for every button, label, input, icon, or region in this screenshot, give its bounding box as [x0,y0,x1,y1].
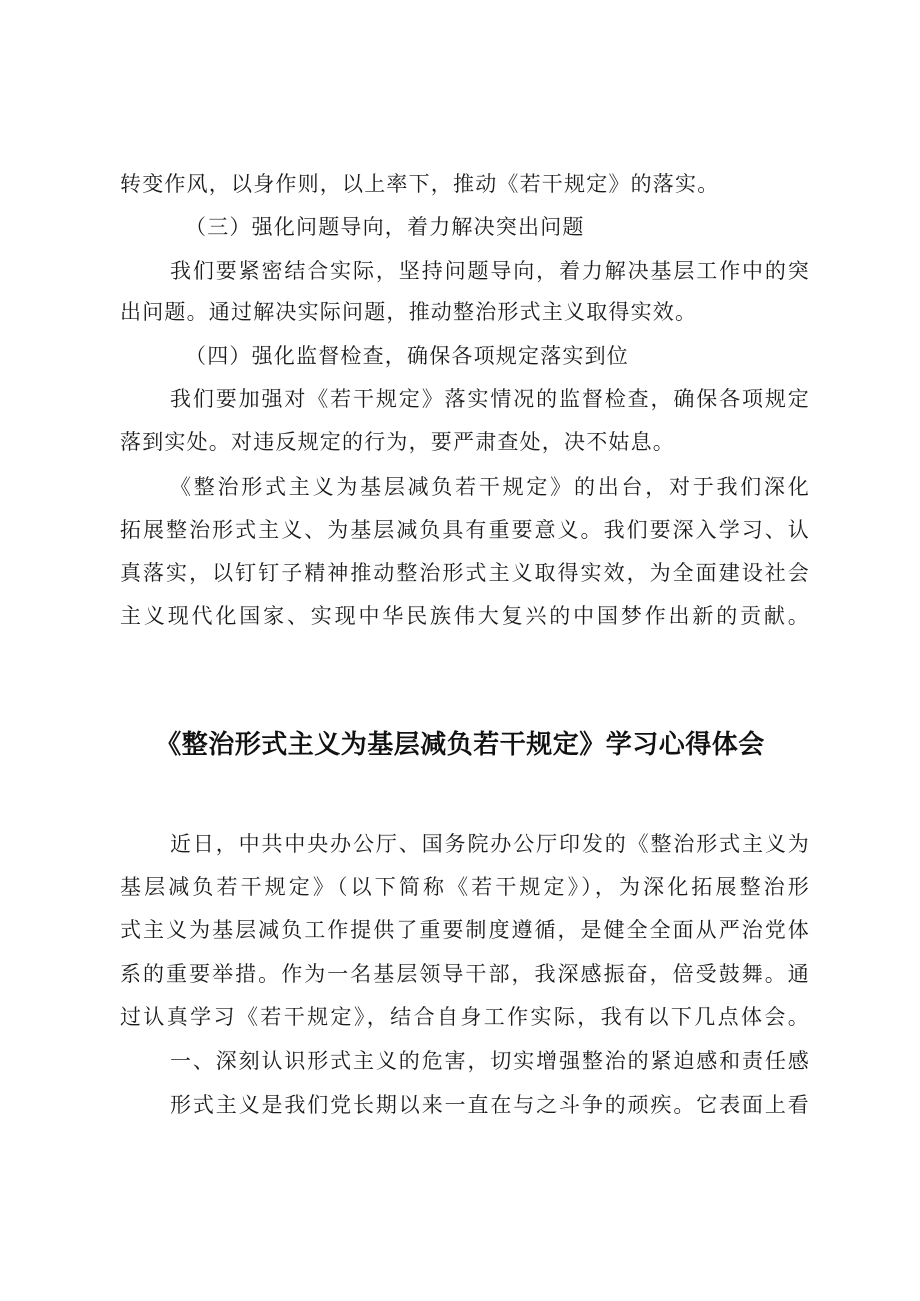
paragraph-line: 形式主义是我们党长期以来一直在与之斗争的顽疾。它表面上看 [170,1093,810,1117]
paragraph-line: 《整治形式主义为基层减负若干规定》的出台，对于我们深化 [170,475,810,499]
paragraph-line: 出问题。通过解决实际问题，推动整治形式主义取得实效。 [120,300,698,324]
paragraph-line: 真落实，以钉钉子精神推动整治形式主义取得实效，为全面建设社会 [120,561,810,585]
section-heading: 一、深刻认识形式主义的危害，切实增强整治的紧迫感和责任感 [170,1049,810,1073]
paragraph-line: 近日，中共中央办公厅、国务院办公厅印发的《整治形式主义为 [170,832,810,856]
paragraph-line: 落到实处。对违反规定的行为，要严肃查处，决不姑息。 [120,430,675,454]
paragraph-line: 过认真学习《若干规定》，结合自身工作实际，我有以下几点体会。 [120,1005,810,1029]
document-title: 《整治形式主义为基层减负若干规定》学习心得体会 [155,730,765,760]
paragraph-line: 式主义为基层减负工作提供了重要制度遵循，是健全全面从严治党体 [120,918,810,942]
section-heading: （三）强化问题导向，着力解决突出问题 [185,215,585,239]
paragraph-line: 我们要紧密结合实际，坚持问题导向，着力解决基层工作中的突 [170,259,810,283]
paragraph-line: 拓展整治形式主义、为基层减负具有重要意义。我们要深入学习、认 [120,518,810,542]
paragraph-line: 我们要加强对《若干规定》落实情况的监督检查，确保各项规定 [170,387,810,411]
paragraph-line: 基层减负若干规定》（以下简称《若干规定》），为深化拓展整治形 [120,875,810,899]
paragraph-line: 主义现代化国家、实现中华民族伟大复兴的中国梦作出新的贡献。 [120,604,810,628]
paragraph-line: 转变作风，以身作则，以上率下，推动《若干规定》的落实。 [120,172,720,196]
paragraph-line: 系的重要举措。作为一名基层领导干部，我深感振奋，倍受鼓舞。通 [120,962,810,986]
section-heading: （四）强化监督检查，确保各项规定落实到位 [185,344,629,368]
